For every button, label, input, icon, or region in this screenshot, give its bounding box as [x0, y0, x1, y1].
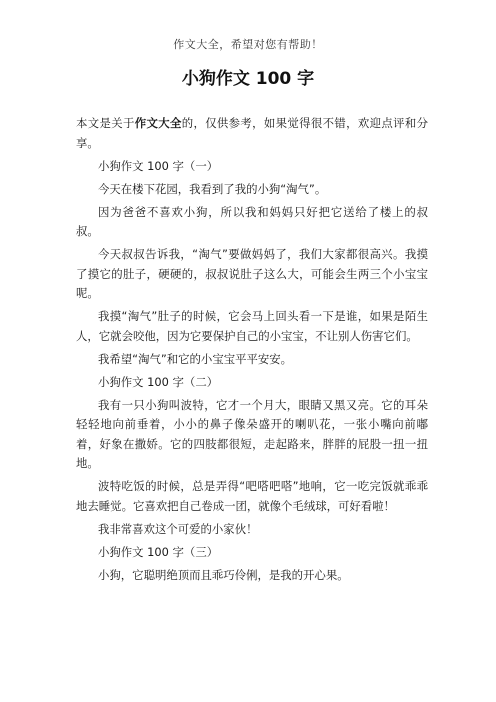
paragraph: 我摸“淘气”肚子的时候，它会马上回头看一下是谁，如果是陌生人，它就会咬他，因为它要保护自己的小宝宝，不让别人伤害它们。	[76, 309, 428, 343]
paragraph: 我非常喜欢这个可爱的小家伙！	[98, 521, 258, 536]
intro-text-after: 的，仅供参考，如果觉得很不错，欢迎点评和分享。	[76, 116, 428, 150]
page-title: 小狗作文 100 字	[181, 69, 315, 89]
paragraph: 今天在楼下花园，我看到了我的小狗“淘气”。	[98, 181, 327, 196]
intro-text-bold: 作文大全	[134, 116, 182, 130]
intro-text-before: 本文是关于	[76, 116, 135, 130]
paragraph: 今天叔叔告诉我，“淘气”要做妈妈了，我们大家都很高兴。我摸了摸它的肚子，硬硬的，叔叔说肚子这么大，可能会生两三个小宝宝呢。	[76, 247, 428, 300]
section-heading-2: 小狗作文 100 字（二）	[98, 374, 219, 389]
header-note: 作文大全，希望对您有帮助！	[173, 38, 323, 51]
paragraph: 小狗，它聪明绝顶而且乖巧伶俐，是我的开心果。	[98, 567, 349, 582]
intro-paragraph	[76, 114, 428, 153]
paragraph: 因为爸爸不喜欢小狗，所以我和妈妈只好把它送给了楼上的叔叔。	[76, 204, 428, 238]
section-heading-3: 小狗作文 100 字（三）	[98, 544, 219, 559]
section-heading-1: 小狗作文 100 字（一）	[98, 158, 219, 173]
paragraph: 波特吃饭的时候，总是弄得“吧嗒吧嗒”地响，它一吃完饭就乖乖地去睡觉。它喜欢把自己卷成一团，就像个毛绒球，可好看啦！	[76, 479, 428, 513]
paragraph: 我有一只小狗叫波特，它才一个月大，眼睛又黑又亮。它的耳朵轻轻地向前垂着，小小的鼻子像朵盛开的喇叭花，一张小嘴向前嘟着，好象在撒娇。它的四肢都很短，走起路来，胖胖的屁股一扭一扭地。	[76, 397, 428, 470]
document-body	[76, 114, 428, 589]
paragraph: 我希望“淘气”和它的小宝宝平平安安。	[98, 351, 293, 366]
